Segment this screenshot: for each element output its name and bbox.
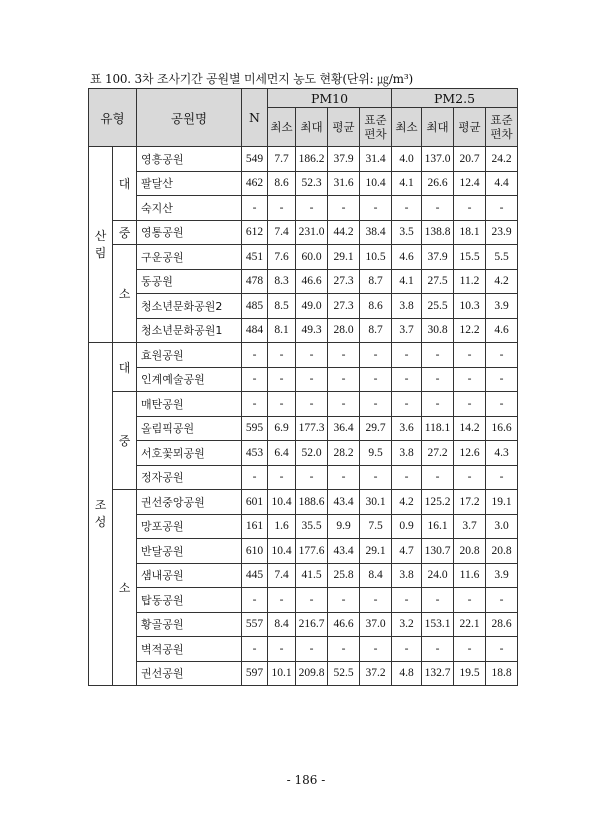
park-name: 청소년문화공원2 — [137, 294, 242, 319]
data-cell: 4.6 — [392, 245, 422, 270]
data-cell: 3.8 — [392, 441, 422, 466]
data-cell: 27.3 — [328, 294, 360, 319]
data-cell: 125.2 — [422, 490, 454, 515]
data-cell: 4.2 — [392, 490, 422, 515]
data-cell: 19.5 — [454, 661, 486, 686]
data-cell: - — [328, 392, 360, 417]
data-cell: 7.5 — [360, 514, 392, 539]
data-cell: 27.2 — [422, 441, 454, 466]
table-row — [89, 269, 518, 294]
data-cell: 20.8 — [486, 539, 518, 564]
data-cell: - — [242, 367, 268, 392]
header-pm10-std: 표준 편차 — [360, 108, 392, 147]
data-cell: 557 — [242, 612, 268, 637]
data-cell: 10.4 — [268, 490, 296, 515]
data-cell: 44.2 — [328, 220, 360, 245]
park-name: 동공원 — [137, 269, 242, 294]
category-main: 조 성 — [89, 343, 113, 686]
data-cell: 37.9 — [328, 147, 360, 172]
data-cell: 484 — [242, 318, 268, 343]
data-cell: 49.3 — [296, 318, 328, 343]
data-cell: 216.7 — [296, 612, 328, 637]
data-cell: 18.8 — [486, 661, 518, 686]
data-cell: 10.5 — [360, 245, 392, 270]
data-cell: - — [392, 367, 422, 392]
fine-dust-table — [88, 88, 518, 686]
data-cell: 46.6 — [296, 269, 328, 294]
data-cell: - — [392, 343, 422, 368]
data-cell: 4.6 — [486, 318, 518, 343]
data-cell: 4.2 — [486, 269, 518, 294]
park-name: 권선중앙공원 — [137, 490, 242, 515]
data-cell: 7.7 — [268, 147, 296, 172]
data-cell: - — [242, 392, 268, 417]
data-cell: 209.8 — [296, 661, 328, 686]
data-cell: 27.3 — [328, 269, 360, 294]
data-cell: 4.4 — [486, 171, 518, 196]
park-name: 청소년문화공원1 — [137, 318, 242, 343]
data-cell: 5.5 — [486, 245, 518, 270]
data-cell: 4.1 — [392, 171, 422, 196]
data-cell: - — [360, 196, 392, 221]
data-cell: 186.2 — [296, 147, 328, 172]
data-cell: 43.4 — [328, 539, 360, 564]
data-cell: 485 — [242, 294, 268, 319]
data-cell: - — [242, 637, 268, 662]
data-cell: 35.5 — [296, 514, 328, 539]
park-name: 정자공원 — [137, 465, 242, 490]
data-cell: - — [486, 588, 518, 613]
data-cell: 9.9 — [328, 514, 360, 539]
data-cell: 8.6 — [360, 294, 392, 319]
data-cell: - — [296, 367, 328, 392]
data-cell: 462 — [242, 171, 268, 196]
header-park: 공원명 — [137, 89, 242, 147]
data-cell: - — [242, 588, 268, 613]
data-cell: - — [268, 343, 296, 368]
data-cell: 8.3 — [268, 269, 296, 294]
data-cell: 0.9 — [392, 514, 422, 539]
park-name: 권선공원 — [137, 661, 242, 686]
table-caption: 표 100. 3차 조사기간 공원별 미세먼지 농도 현황(단위: ㎍/m³) — [90, 72, 413, 86]
data-cell: 601 — [242, 490, 268, 515]
data-cell: 20.8 — [454, 539, 486, 564]
data-cell: - — [328, 588, 360, 613]
data-cell: - — [268, 196, 296, 221]
table-row — [89, 465, 518, 490]
data-cell: 6.9 — [268, 416, 296, 441]
data-cell: 30.8 — [422, 318, 454, 343]
data-cell: 43.4 — [328, 490, 360, 515]
data-cell: - — [296, 588, 328, 613]
data-cell: - — [454, 637, 486, 662]
table-row — [89, 563, 518, 588]
data-cell: 9.5 — [360, 441, 392, 466]
table-row — [89, 318, 518, 343]
data-cell: 4.0 — [392, 147, 422, 172]
park-name: 숙지산 — [137, 196, 242, 221]
header-pm25-std: 표준 편차 — [486, 108, 518, 147]
data-cell: 19.1 — [486, 490, 518, 515]
park-name: 샘내공원 — [137, 563, 242, 588]
data-cell: - — [454, 196, 486, 221]
data-cell: 11.2 — [454, 269, 486, 294]
table-row — [89, 514, 518, 539]
data-cell: 27.5 — [422, 269, 454, 294]
data-cell: 8.5 — [268, 294, 296, 319]
data-cell: - — [392, 196, 422, 221]
data-cell: 610 — [242, 539, 268, 564]
data-cell: 12.2 — [454, 318, 486, 343]
park-name: 구운공원 — [137, 245, 242, 270]
data-cell: 595 — [242, 416, 268, 441]
data-cell: 8.6 — [268, 171, 296, 196]
data-cell: - — [422, 196, 454, 221]
data-cell: 138.8 — [422, 220, 454, 245]
data-cell: 10.4 — [268, 539, 296, 564]
data-cell: 4.1 — [392, 269, 422, 294]
table-row — [89, 294, 518, 319]
data-cell: 12.4 — [454, 171, 486, 196]
header-pm10: PM10 — [268, 89, 392, 108]
table-body — [89, 147, 518, 686]
table-row — [89, 196, 518, 221]
data-cell: 23.9 — [486, 220, 518, 245]
data-cell: - — [392, 392, 422, 417]
data-cell: 161 — [242, 514, 268, 539]
data-cell: - — [360, 588, 392, 613]
data-cell: 52.3 — [296, 171, 328, 196]
table-row — [89, 220, 518, 245]
data-cell: 26.6 — [422, 171, 454, 196]
data-cell: - — [268, 465, 296, 490]
data-cell: - — [296, 196, 328, 221]
table-row — [89, 245, 518, 270]
table-row — [89, 588, 518, 613]
data-cell: 188.6 — [296, 490, 328, 515]
data-cell: - — [392, 465, 422, 490]
data-cell: 11.6 — [454, 563, 486, 588]
data-cell: - — [454, 588, 486, 613]
data-cell: 14.2 — [454, 416, 486, 441]
data-cell: - — [328, 367, 360, 392]
data-cell: 60.0 — [296, 245, 328, 270]
park-name: 영흥공원 — [137, 147, 242, 172]
park-name: 인계예술공원 — [137, 367, 242, 392]
data-cell: 8.7 — [360, 318, 392, 343]
data-cell: 49.0 — [296, 294, 328, 319]
data-cell: 37.2 — [360, 661, 392, 686]
data-cell: 549 — [242, 147, 268, 172]
data-cell: 3.9 — [486, 294, 518, 319]
data-cell: - — [486, 392, 518, 417]
park-name: 반달공원 — [137, 539, 242, 564]
category-size: 중 — [113, 220, 137, 245]
data-cell: - — [268, 637, 296, 662]
data-cell: 46.6 — [328, 612, 360, 637]
data-cell: 153.1 — [422, 612, 454, 637]
park-name: 팔달산 — [137, 171, 242, 196]
data-cell: - — [360, 343, 392, 368]
data-cell: 8.1 — [268, 318, 296, 343]
category-size: 소 — [113, 490, 137, 686]
data-cell: 3.7 — [392, 318, 422, 343]
data-cell: 445 — [242, 563, 268, 588]
table-row — [89, 392, 518, 417]
park-name: 영통공원 — [137, 220, 242, 245]
data-cell: 52.5 — [328, 661, 360, 686]
header-n: N — [242, 89, 268, 147]
data-cell: 177.6 — [296, 539, 328, 564]
data-cell: - — [360, 637, 392, 662]
data-cell: - — [296, 343, 328, 368]
data-cell: 177.3 — [296, 416, 328, 441]
data-cell: 453 — [242, 441, 268, 466]
data-cell: 478 — [242, 269, 268, 294]
data-cell: 118.1 — [422, 416, 454, 441]
data-cell: 8.4 — [268, 612, 296, 637]
table-row — [89, 343, 518, 368]
data-cell: - — [486, 465, 518, 490]
data-cell: 3.0 — [486, 514, 518, 539]
data-cell: 4.8 — [392, 661, 422, 686]
data-cell: - — [360, 465, 392, 490]
data-cell: - — [328, 196, 360, 221]
table-row — [89, 147, 518, 172]
page-number: - 186 - — [286, 773, 326, 787]
data-cell: - — [392, 588, 422, 613]
data-cell: 31.6 — [328, 171, 360, 196]
park-name: 올림픽공원 — [137, 416, 242, 441]
data-cell: - — [242, 465, 268, 490]
data-cell: 3.8 — [392, 294, 422, 319]
data-cell: 25.8 — [328, 563, 360, 588]
data-cell: - — [296, 465, 328, 490]
data-cell: 29.1 — [360, 539, 392, 564]
data-cell: - — [268, 367, 296, 392]
data-cell: 28.0 — [328, 318, 360, 343]
data-cell: 37.0 — [360, 612, 392, 637]
header-pm25: PM2.5 — [392, 89, 518, 108]
park-name: 황골공원 — [137, 612, 242, 637]
data-cell: 41.5 — [296, 563, 328, 588]
data-cell: 38.4 — [360, 220, 392, 245]
data-cell: 52.0 — [296, 441, 328, 466]
data-cell: 3.8 — [392, 563, 422, 588]
data-cell: - — [422, 367, 454, 392]
data-cell: - — [454, 343, 486, 368]
data-cell: 24.0 — [422, 563, 454, 588]
park-name: 효원공원 — [137, 343, 242, 368]
data-cell: 10.3 — [454, 294, 486, 319]
table-row — [89, 539, 518, 564]
data-cell: - — [328, 343, 360, 368]
table-row — [89, 441, 518, 466]
data-cell: 612 — [242, 220, 268, 245]
data-cell: 10.4 — [360, 171, 392, 196]
data-cell: - — [242, 343, 268, 368]
data-cell: - — [422, 465, 454, 490]
table-row — [89, 637, 518, 662]
header-pm10-max: 최대 — [296, 108, 328, 147]
data-cell: 7.4 — [268, 563, 296, 588]
data-cell: 28.6 — [486, 612, 518, 637]
data-cell: 37.9 — [422, 245, 454, 270]
header-pm25-avg: 평균 — [454, 108, 486, 147]
table-row — [89, 367, 518, 392]
data-cell: 22.1 — [454, 612, 486, 637]
data-cell: - — [422, 392, 454, 417]
data-cell: - — [296, 392, 328, 417]
data-cell: 12.6 — [454, 441, 486, 466]
data-cell: - — [242, 196, 268, 221]
data-cell: - — [360, 367, 392, 392]
table-row — [89, 171, 518, 196]
header-pm10-avg: 평균 — [328, 108, 360, 147]
data-cell: 29.1 — [328, 245, 360, 270]
data-cell: 137.0 — [422, 147, 454, 172]
data-cell: 24.2 — [486, 147, 518, 172]
table-row — [89, 490, 518, 515]
data-cell: 3.9 — [486, 563, 518, 588]
data-cell: 597 — [242, 661, 268, 686]
data-cell: 29.7 — [360, 416, 392, 441]
data-cell: - — [392, 637, 422, 662]
data-cell: - — [360, 392, 392, 417]
data-cell: 3.2 — [392, 612, 422, 637]
category-size: 대 — [113, 343, 137, 392]
data-cell: - — [486, 196, 518, 221]
category-size: 소 — [113, 245, 137, 343]
header-pm25-max: 최대 — [422, 108, 454, 147]
data-cell: 6.4 — [268, 441, 296, 466]
table-row — [89, 416, 518, 441]
data-cell: - — [454, 392, 486, 417]
data-cell: 25.5 — [422, 294, 454, 319]
data-cell: - — [486, 637, 518, 662]
data-cell: 17.2 — [454, 490, 486, 515]
data-cell: 20.7 — [454, 147, 486, 172]
data-cell: 8.7 — [360, 269, 392, 294]
table-row — [89, 661, 518, 686]
data-cell: - — [422, 588, 454, 613]
data-cell: 16.6 — [486, 416, 518, 441]
header-pm10-min: 최소 — [268, 108, 296, 147]
category-main: 산 림 — [89, 147, 113, 343]
header-pm25-min: 최소 — [392, 108, 422, 147]
data-cell: 1.6 — [268, 514, 296, 539]
data-cell: - — [486, 367, 518, 392]
data-cell: 231.0 — [296, 220, 328, 245]
data-cell: 4.3 — [486, 441, 518, 466]
category-size: 중 — [113, 392, 137, 490]
data-cell: 31.4 — [360, 147, 392, 172]
data-cell: 16.1 — [422, 514, 454, 539]
park-name: 망포공원 — [137, 514, 242, 539]
data-cell: 3.5 — [392, 220, 422, 245]
data-cell: - — [486, 343, 518, 368]
data-cell: - — [422, 343, 454, 368]
data-cell: 15.5 — [454, 245, 486, 270]
header-type: 유형 — [89, 89, 137, 147]
data-cell: 8.4 — [360, 563, 392, 588]
data-cell: 36.4 — [328, 416, 360, 441]
data-cell: 30.1 — [360, 490, 392, 515]
data-cell: - — [268, 392, 296, 417]
park-name: 서호꽃뫼공원 — [137, 441, 242, 466]
data-cell: - — [454, 367, 486, 392]
data-cell: - — [454, 465, 486, 490]
data-cell: 28.2 — [328, 441, 360, 466]
data-cell: 7.4 — [268, 220, 296, 245]
data-cell: 451 — [242, 245, 268, 270]
data-cell: 18.1 — [454, 220, 486, 245]
data-cell: - — [268, 588, 296, 613]
data-cell: 3.7 — [454, 514, 486, 539]
data-cell: - — [328, 637, 360, 662]
table-row — [89, 612, 518, 637]
data-cell: - — [328, 465, 360, 490]
data-cell: - — [422, 637, 454, 662]
park-name: 탑동공원 — [137, 588, 242, 613]
park-name: 벽적공원 — [137, 637, 242, 662]
data-cell: 4.7 — [392, 539, 422, 564]
park-name: 매탄공원 — [137, 392, 242, 417]
data-cell: 7.6 — [268, 245, 296, 270]
data-cell: 132.7 — [422, 661, 454, 686]
data-cell: 10.1 — [268, 661, 296, 686]
data-cell: 130.7 — [422, 539, 454, 564]
data-cell: 3.6 — [392, 416, 422, 441]
data-cell: - — [296, 637, 328, 662]
category-size: 대 — [113, 147, 137, 221]
